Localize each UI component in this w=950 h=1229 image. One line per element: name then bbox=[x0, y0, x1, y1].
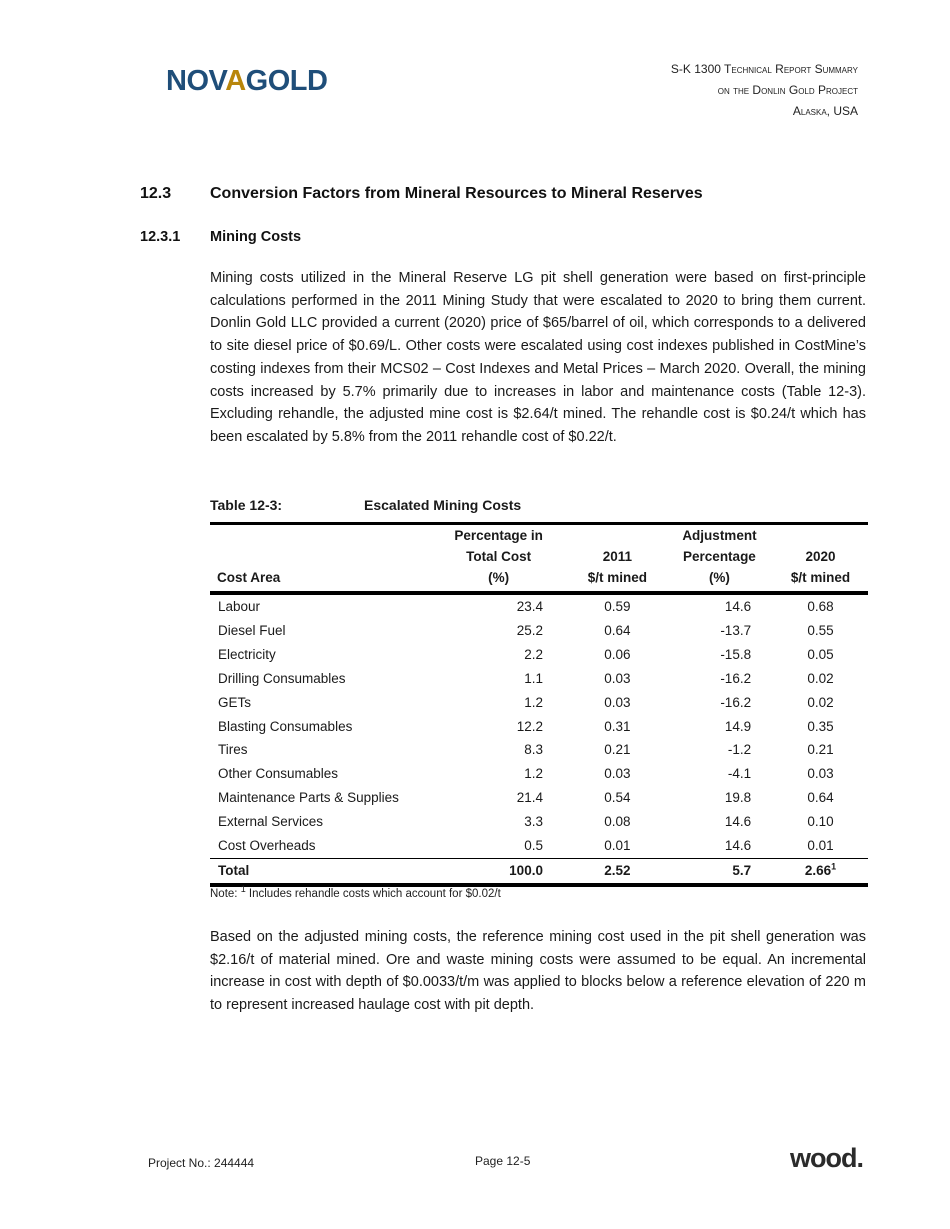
cell-adj: -16.2 bbox=[720, 670, 752, 686]
table-row bbox=[210, 738, 868, 762]
section-number: 12.3 bbox=[140, 185, 172, 202]
reference-cost-paragraph: Based on the adjusted mining costs, the reference mining cost used in the pit shell generation was $2.16/t of material mined. Ore and waste mining costs were assumed to be equal. An incremental increase in cost with depth of $0.0033/t/m was applied to blocks below a reference elevation of 220 m to represent increased haulage cost with pit depth. bbox=[210, 929, 866, 1014]
cell-2011: 0.03 bbox=[604, 694, 631, 710]
header-adj-line3: (%) bbox=[666, 567, 773, 593]
logo-v-mark: A bbox=[225, 65, 246, 97]
mining-costs-paragraph: Mining costs utilized in the Mineral Reserve LG pit shell generation were based on first-principle calculations performed in the 2011 Mining Study that were escalated to 2020 to bring them current. Donlin Gold LLC provided a current (2020) price of $65/barrel of oil, which corresponds to a delivered to site diesel price of $0.69/L. Other costs were escalated using cost indexes published in CostMine’s costing indexes from their MCS02 – Cost Indexes and Metal Prices – March 2020. Overall, the mining costs increased by 5.7% primarily due to increases in labor and maintenance costs (Table 12-3). Excluding rehandle, the adjusted mine cost is $2.64/t mined. The rehandle cost is $0.24/t which has been escalated by 5.8% from the 2011 rehandle cost of $0.22/t. bbox=[210, 270, 866, 445]
cell-total-pct: 100.0 bbox=[428, 858, 569, 884]
cell-2011: 0.59 bbox=[604, 599, 631, 614]
cell-adj: -16.2 bbox=[720, 694, 752, 710]
escalated-mining-costs-table bbox=[210, 522, 868, 887]
cell-total-adj: 5.7 bbox=[666, 858, 773, 884]
table-row bbox=[210, 810, 868, 834]
cell-2020: 0.68 bbox=[807, 599, 834, 614]
cell-area: Cost Overheads bbox=[218, 838, 316, 854]
cell-pct: 3.3 bbox=[524, 814, 543, 830]
cell-adj: -4.1 bbox=[727, 766, 752, 782]
header-adj-line1: Adjustment bbox=[666, 524, 773, 547]
report-header bbox=[671, 59, 858, 122]
section-title: Conversion Factors from Mineral Resources to Mineral Reserves bbox=[210, 185, 703, 202]
subsection-heading bbox=[140, 229, 301, 245]
header-pct-line2: Total Cost bbox=[466, 549, 532, 564]
cell-area: Diesel Fuel bbox=[218, 622, 286, 638]
cell-area: Labour bbox=[218, 599, 261, 614]
wood-logo: wood. bbox=[790, 1143, 863, 1173]
cell-pct: 21.4 bbox=[516, 790, 543, 806]
cell-2020: 0.21 bbox=[807, 742, 834, 758]
cell-area: Other Consumables bbox=[218, 766, 339, 782]
cell-area: GETs bbox=[218, 694, 252, 710]
cell-adj: -13.7 bbox=[720, 622, 752, 638]
novagold-logo: NOVAGOLD bbox=[166, 65, 328, 97]
table-row bbox=[210, 715, 868, 739]
report-title-line2: on the Donlin Gold Project bbox=[717, 83, 858, 97]
cell-area: Electricity bbox=[218, 646, 276, 662]
cell-2011: 0.31 bbox=[604, 718, 631, 734]
cell-area: Maintenance Parts & Supplies bbox=[218, 790, 399, 806]
cell-2011: 0.03 bbox=[604, 766, 631, 782]
cell-area: Drilling Consumables bbox=[218, 670, 346, 686]
header-2011-line2: $/t mined bbox=[569, 567, 666, 593]
header-cost-area: Cost Area bbox=[210, 567, 428, 593]
footer-page-number: Page 12-5 bbox=[475, 1154, 531, 1168]
subsection-title: Mining Costs bbox=[210, 229, 302, 245]
header-2011-line1: 2011 bbox=[602, 549, 633, 564]
cell-area: Blasting Consumables bbox=[218, 718, 353, 734]
report-title-line3: Alaska, USA bbox=[792, 104, 858, 118]
subsection-number: 12.3.1 bbox=[140, 229, 181, 245]
table-total-row bbox=[210, 858, 868, 884]
cell-pct: 23.4 bbox=[516, 599, 543, 614]
cell-pct: 1.2 bbox=[524, 694, 543, 710]
table-row bbox=[210, 619, 868, 643]
cell-2020: 0.01 bbox=[807, 838, 834, 854]
cell-pct: 2.2 bbox=[524, 646, 543, 662]
cell-pct: 8.3 bbox=[524, 742, 543, 758]
header-pct-line1: Percentage in bbox=[428, 524, 569, 547]
cell-2011: 0.21 bbox=[604, 742, 631, 758]
table-row bbox=[210, 691, 868, 715]
cell-adj: 14.6 bbox=[724, 814, 752, 830]
cell-2011: 0.01 bbox=[604, 838, 631, 854]
table-row bbox=[210, 786, 868, 810]
cell-total-2020 bbox=[773, 858, 868, 884]
cell-2020: 0.35 bbox=[807, 718, 834, 734]
cell-2020: 0.10 bbox=[807, 814, 834, 830]
cell-2011: 0.54 bbox=[604, 790, 631, 806]
cell-pct: 12.2 bbox=[516, 718, 543, 734]
header-2020-line2: $/t mined bbox=[773, 567, 868, 593]
table-row bbox=[210, 762, 868, 786]
header-2020-line1: 2020 bbox=[805, 549, 836, 564]
cell-total-2020-value: 2.66 bbox=[804, 862, 832, 878]
cell-2011: 0.06 bbox=[604, 646, 631, 662]
cell-2020: 0.02 bbox=[807, 694, 834, 710]
cell-2020: 0.55 bbox=[807, 622, 834, 638]
table-row bbox=[210, 834, 868, 858]
cell-2020: 0.02 bbox=[807, 670, 834, 686]
header-adj-line2: Percentage bbox=[683, 549, 756, 564]
table-row bbox=[210, 667, 868, 691]
cell-2020: 0.05 bbox=[807, 646, 834, 662]
cell-2011: 0.03 bbox=[604, 670, 631, 686]
section-heading bbox=[140, 185, 703, 203]
table-caption-title: Escalated Mining Costs bbox=[364, 497, 522, 513]
cell-2011: 0.08 bbox=[604, 814, 631, 830]
cell-2011: 0.64 bbox=[604, 622, 631, 638]
cell-adj: 14.6 bbox=[724, 838, 752, 854]
cell-pct: 0.5 bbox=[524, 838, 543, 854]
cell-pct: 25.2 bbox=[516, 622, 543, 638]
note-prefix: Note: bbox=[210, 888, 241, 900]
table-row bbox=[210, 643, 868, 667]
table-note bbox=[210, 884, 501, 900]
cell-area: External Services bbox=[218, 814, 324, 830]
cell-total-area: Total bbox=[210, 858, 428, 884]
cell-adj: -15.8 bbox=[720, 646, 752, 662]
footer-project-number: Project No.: 244444 bbox=[148, 1156, 255, 1170]
cell-pct: 1.1 bbox=[524, 670, 543, 686]
table-caption-label: Table 12-3: bbox=[210, 497, 283, 513]
cell-adj: -1.2 bbox=[727, 742, 752, 758]
footnote-marker: 1 bbox=[831, 861, 837, 872]
cell-2020: 0.64 bbox=[807, 790, 834, 806]
cell-adj: 19.8 bbox=[724, 790, 752, 806]
cell-pct: 1.2 bbox=[524, 766, 543, 782]
cell-area: Tires bbox=[218, 742, 248, 758]
cell-adj: 14.6 bbox=[724, 599, 752, 614]
note-text: Includes rehandle costs which account for $0.02/t bbox=[245, 888, 501, 900]
note-footnote-marker: 1 bbox=[240, 884, 246, 895]
cell-2020: 0.03 bbox=[807, 766, 834, 782]
table-row bbox=[210, 593, 868, 619]
cell-adj: 14.9 bbox=[724, 718, 752, 734]
table-caption bbox=[210, 497, 521, 513]
header-pct-line3: (%) bbox=[428, 567, 569, 593]
cell-total-2011: 2.52 bbox=[569, 858, 666, 884]
report-title-line1: S-K 1300 Technical Report Summary bbox=[670, 62, 858, 76]
